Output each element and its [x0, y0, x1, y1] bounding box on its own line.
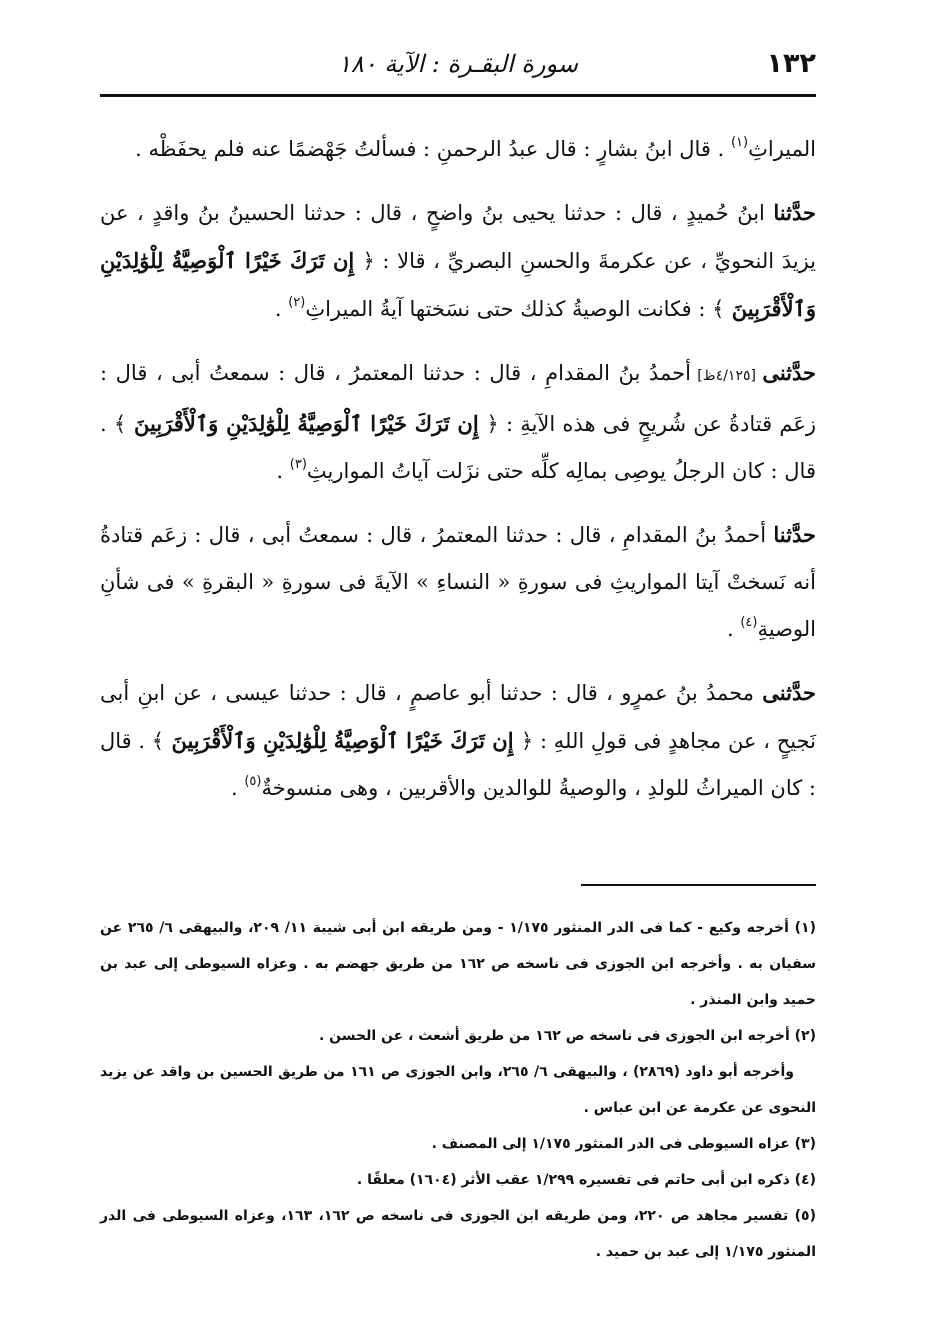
quran-verse: إِن تَرَكَ خَيْرًا ٱلْوَصِيَّةُ لِلْوَٰلِدَيْنِ وَٱلْأَقْرَبِينَ	[100, 248, 816, 321]
page-number: ١٣٢	[766, 48, 816, 79]
quran-bracket-open: ﴿	[362, 249, 375, 273]
paragraph-text: .	[726, 617, 741, 641]
footnote-5: (٥) تفسير مجاهد ص ٢٢٠، ومن طريقه ابن الجوزى فى ناسخه ص ١٦٢، ١٦٣، وعزاه السيوطى فى الدر المنثور ١/١٧٥ إلى عبد بن حميد .	[100, 1208, 816, 1260]
main-text	[100, 126, 816, 828]
paragraph-text: محمدُ بنُ عمرٍو ، قال : حدثنا أبو عاصمٍ ، قال : حدثنا عيسى ، عن ابنِ أبى نَجيحٍ ، عن مجاهدٍ فى قولِ اللهِ :	[100, 681, 817, 753]
quran-bracket-open: ﴿	[520, 729, 534, 753]
page-header	[100, 44, 816, 84]
paragraph-text: .	[230, 776, 245, 800]
quran-bracket-open: ﴿	[486, 412, 499, 436]
footnote-marker: (٤)	[740, 615, 758, 630]
paragraph-3	[100, 349, 816, 495]
paragraph-text: أحمدُ بنُ المقدامِ ، قال : حدثنا المعتمرُ ، قال : سمعتُ أبى ، قال : زعَم قتادةُ عن شُريحٍ فى هذه الآيةِ :	[100, 361, 816, 436]
footnote-marker: (١)	[730, 135, 749, 150]
manuscript-reference: [٤/١٢٥ظ]	[690, 368, 763, 384]
footnote-marker: (٣)	[289, 457, 307, 472]
footnote-4: (٤) ذكره ابن أبى حاتم فى تفسيره ١/٢٩٩ عقب الأثر (١٦٠٤) معلقًا .	[356, 1172, 816, 1188]
paragraph-text: .	[274, 297, 289, 321]
paragraph-text: .	[276, 459, 290, 483]
footnote-2-continued: وأخرجه أبو داود (٢٨٦٩) ، والبيهقى ٦/ ٢٦٥، وابن الجوزى ص ١٦١ من طريق الحسين بن واقد عن يزيد النحوى عن عكرمة عن ابن عباس .	[100, 1064, 816, 1116]
footnote-1: (١) أخرجه وكيع - كما فى الدر المنثور ١/١٧٥ - ومن طريقه ابن أبى شيبة ١١/ ٢٠٩، والبيهقى ٦/ ٢٦٥ عن سفيان به . وأخرجه ابن الجوزى فى ناسخه ص ١٦٢ من طريق جهضم به . وعزاه السيوطى إلى عبد بن حميد وابن المنذر .	[100, 920, 816, 1008]
paragraph-text: أحمدُ بنُ المقدامِ ، قال : حدثنا المعتمرُ ، قال : سمعتُ أبى ، قال : زعَم قتادةُ أنه نَسختْ آيتا المواريثِ فى سورةِ « النساءِ » الآيةَ فى سورةِ « البقرةِ » فى شأنِ الوصيةِ	[100, 523, 816, 641]
paragraph-text: . قال : كان الرجلُ يوصِى بمالِه كلِّه حتى نزَلت آياتُ المواريثِ	[100, 412, 816, 483]
footnote-separator	[581, 884, 816, 886]
paragraph-4	[100, 511, 816, 653]
paragraph-2	[100, 189, 816, 333]
footnote-3: (٣) عزاه السيوطى فى الدر المنثور ١/١٧٥ إلى المصنف .	[431, 1136, 816, 1152]
footnote-marker: (٢)	[288, 295, 306, 310]
hadith-lead-word: حدَّثنى	[762, 680, 816, 705]
quran-verse: إِن تَرَكَ خَيْرًا ٱلْوَصِيَّةُ لِلْوَٰلِدَيْنِ وَٱلْأَقْرَبِينَ	[164, 728, 521, 753]
hadith-lead-word: حدَّثنا	[773, 200, 816, 225]
paragraph-text: ابنُ حُميدٍ ، قال : حدثنا يحيى بنُ واضحٍ ، قال : حدثنا الحسينُ بنُ واقدٍ ، عن يزيدَ النحويِّ ، عن عكرمةَ والحسنِ البصريِّ ، قالا :	[100, 201, 816, 273]
paragraph-5	[100, 669, 816, 812]
quran-bracket-close: ﴾	[712, 297, 725, 321]
quran-bracket-close: ﴾	[151, 729, 165, 753]
paragraph-text: : فكانت الوصيةُ كذلك حتى نسَختها آيةُ الميراثِ	[305, 297, 713, 321]
header-rule	[100, 94, 816, 97]
paragraph-text: الميراثِ	[748, 137, 816, 161]
quran-bracket-close: ﴾	[113, 412, 127, 436]
paragraph-text: . قال : كان الميراثُ للولدِ ، والوصيةُ للوالدين والأقربين ، وهى منسوخةٌ	[100, 729, 816, 800]
hadith-lead-word: حدَّثنى	[762, 360, 817, 385]
footnote-2: (٢) أخرجه ابن الجوزى فى ناسخه ص ١٦٢ من طريق أشعث ، عن الحسن .	[318, 1028, 816, 1044]
running-title: سورة البقـرة : الآية ١٨٠	[337, 50, 579, 78]
footnote-marker: (٥)	[244, 774, 262, 789]
hadith-lead-word: حدَّثنا	[773, 522, 816, 547]
paragraph-1	[100, 126, 816, 173]
footnotes	[100, 910, 816, 1270]
paragraph-text: . قال ابنُ بشارٍ : قال عبدُ الرحمنِ : فسألتُ جَهْضمًا عنه فلم يحفَظْه .	[135, 137, 731, 161]
quran-verse: إِن تَرَكَ خَيْرًا ٱلْوَصِيَّةُ لِلْوَٰلِدَيْنِ وَٱلْأَقْرَبِينَ	[126, 411, 487, 436]
